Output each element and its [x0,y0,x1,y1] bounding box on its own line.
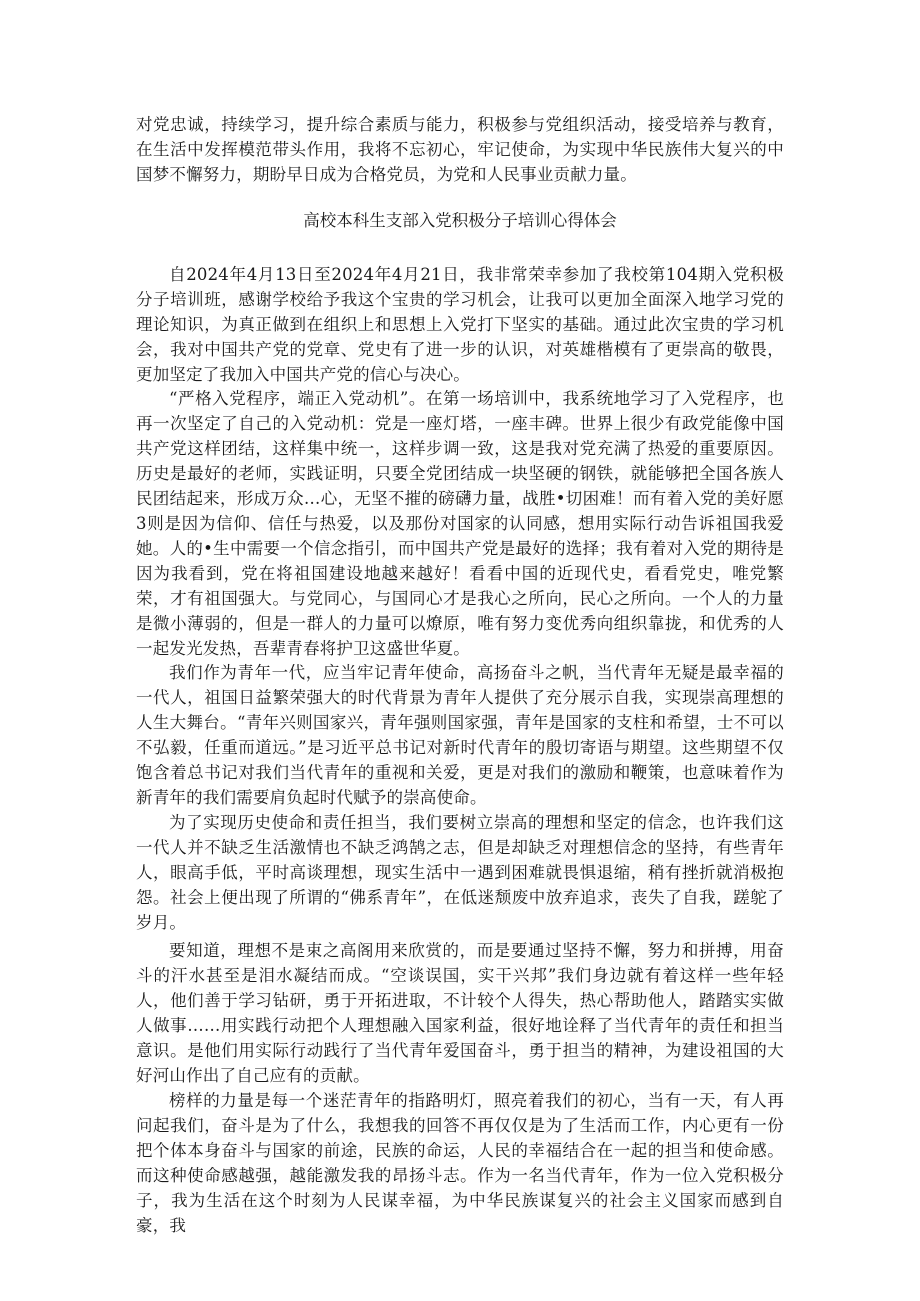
paragraph-2: “严格入党程序，端正入党动机”。在第一场培训中，我系统地学习了入党程序，也再一次坚定了自己的入党动机：党是一座灯塔，一座丰碑。世界上很少有政党能像中国共产党这样团结，这样集中统一，这样步调一致，这是我对党充满了热爱的重要原因。历史是最好的老师，实践证明，只要全党团结成一块坚硬的钢铁，就能够把全国各族人民团结起来，形成万众…心，无坚不摧的磅礴力量，战胜•切困难！而有着入党的美好愿3则是因为信仰、信任与热爱，以及那份对国家的认同感，想用实际行动告诉祖国我爱她。人的•生中需要一个信念指引，而中国共产党是最好的选择；我有着对入党的期待是因为我看到，党在将祖国建设地越来越好！看看中国的近现代史，看看党史，唯党繁荣，才有祖国强大。与党同心，与国同心才是我心之所向，民心之所向。一个人的力量是微小薄弱的，但是一群人的力量可以燎原，唯有努力变优秀向组织靠拢，和优秀的人一起发光发热，吾辈青春将护卫这盛世华夏。 [136,389,784,658]
paragraph-4: 为了实现历史使命和责任担当，我们要树立崇高的理想和坚定的信念，也许我们这一代人并不缺乏生活激情也不缺乏鸿鹄之志，但是却缺乏对理想信念的坚持，有些青年人，眼高手低，平时高谈理想，现实生活中一遇到困难就畏惧退缩，稍有挫折就消极抱怨。社会上便出现了所谓的“佛系青年”，在低迷颓废中放弃追求，丧失了自我，蹉鸵了岁月。 [136,813,784,932]
intro-paragraph: 对党忠诚，持续学习，提升综合素质与能力，积极参与党组织活动，接受培养与教育，在生活中发挥模范带头作用，我将不忘初心，牢记使命，为实现中华民族伟大复兴的中国梦不懈努力，期盼早日成为合格党员，为党和人民事业贡献力量。 [136,115,784,184]
document-title: 高校本科生支部入党积极分子培训心得体会 [303,211,617,230]
paragraph-3: 我们作为青年一代，应当牢记青年使命，高扬奋斗之帆，当代青年无疑是最幸福的一代人，祖国日益繁荣强大的时代背景为青年人提供了充分展示自我，实现崇高理想的人生大舞台。“青年兴则国家兴，青年强则国家强，青年是国家的支柱和希望，士不可以不弘毅，任重而道远。”是习近平总书记对新时代青年的殷切寄语与期望。这些期望不仅饱含着总书记对我们当代青年的重视和关爱，更是对我们的激励和鞭策，也意味着作为新青年的我们需要肩负起时代赋予的崇高使命。 [136,663,784,807]
paragraph-5: 要知道，理想不是束之高阁用来欣赏的，而是要通过坚持不懈，努力和拼搏，用奋斗的汗水甚至是泪水凝结而成。“空谈误国，实干兴邦”我们身边就有着这样一些年轻人，他们善于学习钻研，勇于开拓进取，不计较个人得失，热心帮助他人，踏踏实实做人做事……用实践行动把个人理想融入国家利益，很好地诠释了当代青年的责任和担当意识。是他们用实际行动践行了当代青年爱国奋斗，勇于担当的精神，为建设祖国的大好河山作出了自己应有的贡献。 [136,941,784,1085]
paragraph-1: 自2024年4月13日至2024年4月21日，我非常荣幸参加了我校第104期入党积极分子培训班，感谢学校给予我这个宝贵的学习机会，让我可以更加全面深入地学习党的理论知识，为真正做到在组织上和思想上入党打下坚实的基础。通过此次宝贵的学习机会，我对中国共产党的党章、党史有了进一步的认识，对英雄楷模有了更崇高的敬畏，更加坚定了我加入中国共产党的信心与决心。 [136,265,784,384]
paragraph-6: 榜样的力量是每一个迷茫青年的指路明灯，照亮着我们的初心，当有一天，有人再问起我们，奋斗是为了什么，我想我的回答不再仅仅是为了生活而工作，内心更有一份把个体本身奋斗与国家的前途，民族的命运，人民的幸福结合在一起的担当和使命感。而这种使命感越强，越能激发我的昂扬斗志。作为一名当代青年，作为一位入党积极分子，我为生活在这个时刻为人民谋幸福，为中华民族谋复兴的社会主义国家而感到自豪，我 [136,1091,784,1235]
